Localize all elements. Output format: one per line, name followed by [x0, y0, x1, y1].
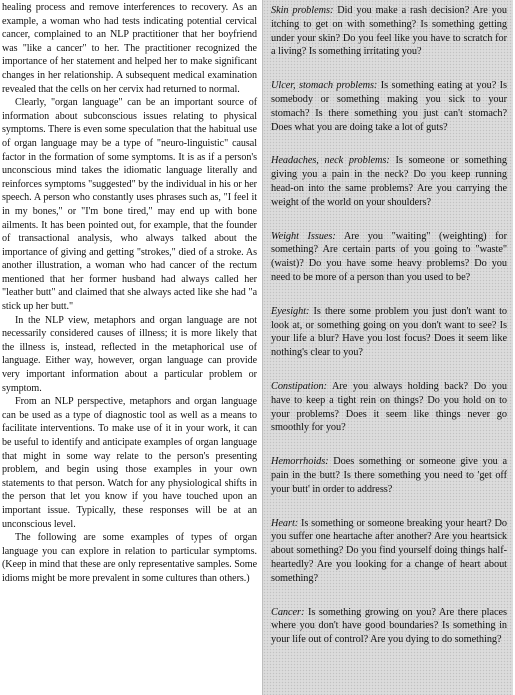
sidebar-entry-eyesight: [271, 305, 507, 360]
sidebar-entry-cancer: [271, 606, 507, 647]
sidebar-entry-hemorrhoids: [271, 455, 507, 496]
entry-term: Eyesight:: [271, 305, 310, 317]
organ-language-sidebar: [262, 0, 513, 695]
entry-text: Does something or someone give you a pain in the butt? Is there something you need to 'get off your butt' in order to address?: [271, 456, 507, 495]
entry-term: Ulcer, stomach problems:: [271, 80, 378, 92]
entry-text: Are you always holding back? Do you have to keep a tight rein on things? Do you hold on to your problems? Does it seem like things never go smoothly for you?: [271, 380, 507, 434]
entry-term: Skin problems:: [271, 5, 334, 16]
sidebar-entry-heart: [271, 517, 507, 586]
entry-term: Hemorrhoids:: [271, 456, 329, 468]
sidebar-entry-weight: [271, 230, 507, 285]
entry-text: Is something eating at you? Is somebody or something making you sick to your stomach? Is there something you just can't stomach? Does what you are doing take a lot of guts?: [271, 80, 507, 133]
body-paragraph: Clearly, "organ language" can be an important source of information about subconscious issues relating to physical symptoms. There is even some speculation that the habitual use of organ language may be a type of "neuro-linguistic" causal factor in the formation of some symptoms. It is as if a person's unconscious mind takes the idiomatic language literally and reinforces symptoms "suggested" by the individual in his or her speech. A person who constantly uses phrases such as, "I feel it in my bones," or "I'm bone tired," may end up with bone ailments. It has been pointed out, for example, that the founder of transactional analysis, who always talked about the importance of giving and getting "strokes," died of a stroke. As another illustration, a woman who had cancer of the rectum mentioned that her former husband had always called her "leather butt" and claimed that she always acted like she had "a stick up her butt.": [2, 97, 257, 313]
main-text-column: [2, 1, 257, 586]
sidebar-entry-constipation: [271, 380, 507, 435]
entry-text: Are you "waiting" (weighting) for something? Are certain parts of you going to "waste" (waist)? Do you have some heavy problems? Do you need to be more of a person than you used to be?: [271, 230, 507, 283]
entry-text: Is someone or something giving you a pain in the neck? Do you keep running head-on into the same problems? Are you carrying the weight of the world on your shoulders?: [271, 155, 507, 208]
body-paragraph: In the NLP view, metaphors and organ language are not necessarily considered causes of illness; it is more likely that the illness is, instead, reflected in the metaphorical use of language. Either way, however, organ language can provide very important information about a particular problem or symptom.: [2, 314, 257, 394]
entry-text: Is something or someone breaking your heart? Do you suffer one heartache after another? Are you heartsick about something? Do you find yourself doing things half-heartedly? Are you looking for a change of heart about something?: [271, 517, 507, 584]
entry-term: Heart:: [271, 517, 299, 529]
body-paragraph: From an NLP perspective, metaphors and organ language can be used as a type of diagnostic tool as well as a means to facilitate interventions. To make use of it in your work, it can be useful to identify and anticipate examples of organ language that might in some way relate to the person's presenting problem, and begin using those examples in your own statements to that person. Watch for any physiological shifts in the person that let you know if you have touched upon an important issue. Typically, these responses will be at an unconscious level.: [2, 396, 257, 530]
entry-term: Weight Issues:: [271, 230, 336, 242]
entry-term: Headaches, neck problems:: [271, 155, 390, 167]
entry-text: Is something growing on you? Are there places where you don't have good boundaries? Is something in your life out of control? Are you dying to do something?: [271, 606, 507, 646]
entry-text: Did you make a rash decision? Are you itching to get on with something? Is something getting under your skin? Do you feel like you have to scratch for a living? Is something irritating you?: [271, 5, 508, 58]
sidebar-entry-skin: [271, 4, 507, 59]
sidebar-entry-ulcer: [271, 79, 507, 134]
body-paragraph: The following are some examples of types of organ language you can explore in relation to particular symptoms. (Keep in mind that these are only representative samples. Some idioms might be more prevalent in some cultures than others.): [2, 532, 257, 584]
entry-term: Constipation:: [271, 380, 327, 392]
body-paragraph: healing process and remove interferences to recovery. As an example, a woman who had tests indicating potential cervical cancer, complained to an NLP practitioner that her boyfriend was "like a cancer" to her. The practitioner recognized the importance of her statement and helped her to make significant changes in her relationship. A subsequent medical examination revealed that the cells on her cervix had returned to normal.: [2, 2, 257, 95]
entry-term: Cancer:: [271, 606, 305, 618]
entry-text: Is there some problem you just don't want to look at, or something going on you don't want to see? Is your life a blur? Have you lost focus? Does it seem like nothing's clear to you?: [271, 305, 507, 359]
sidebar-entry-headaches: [271, 154, 507, 209]
